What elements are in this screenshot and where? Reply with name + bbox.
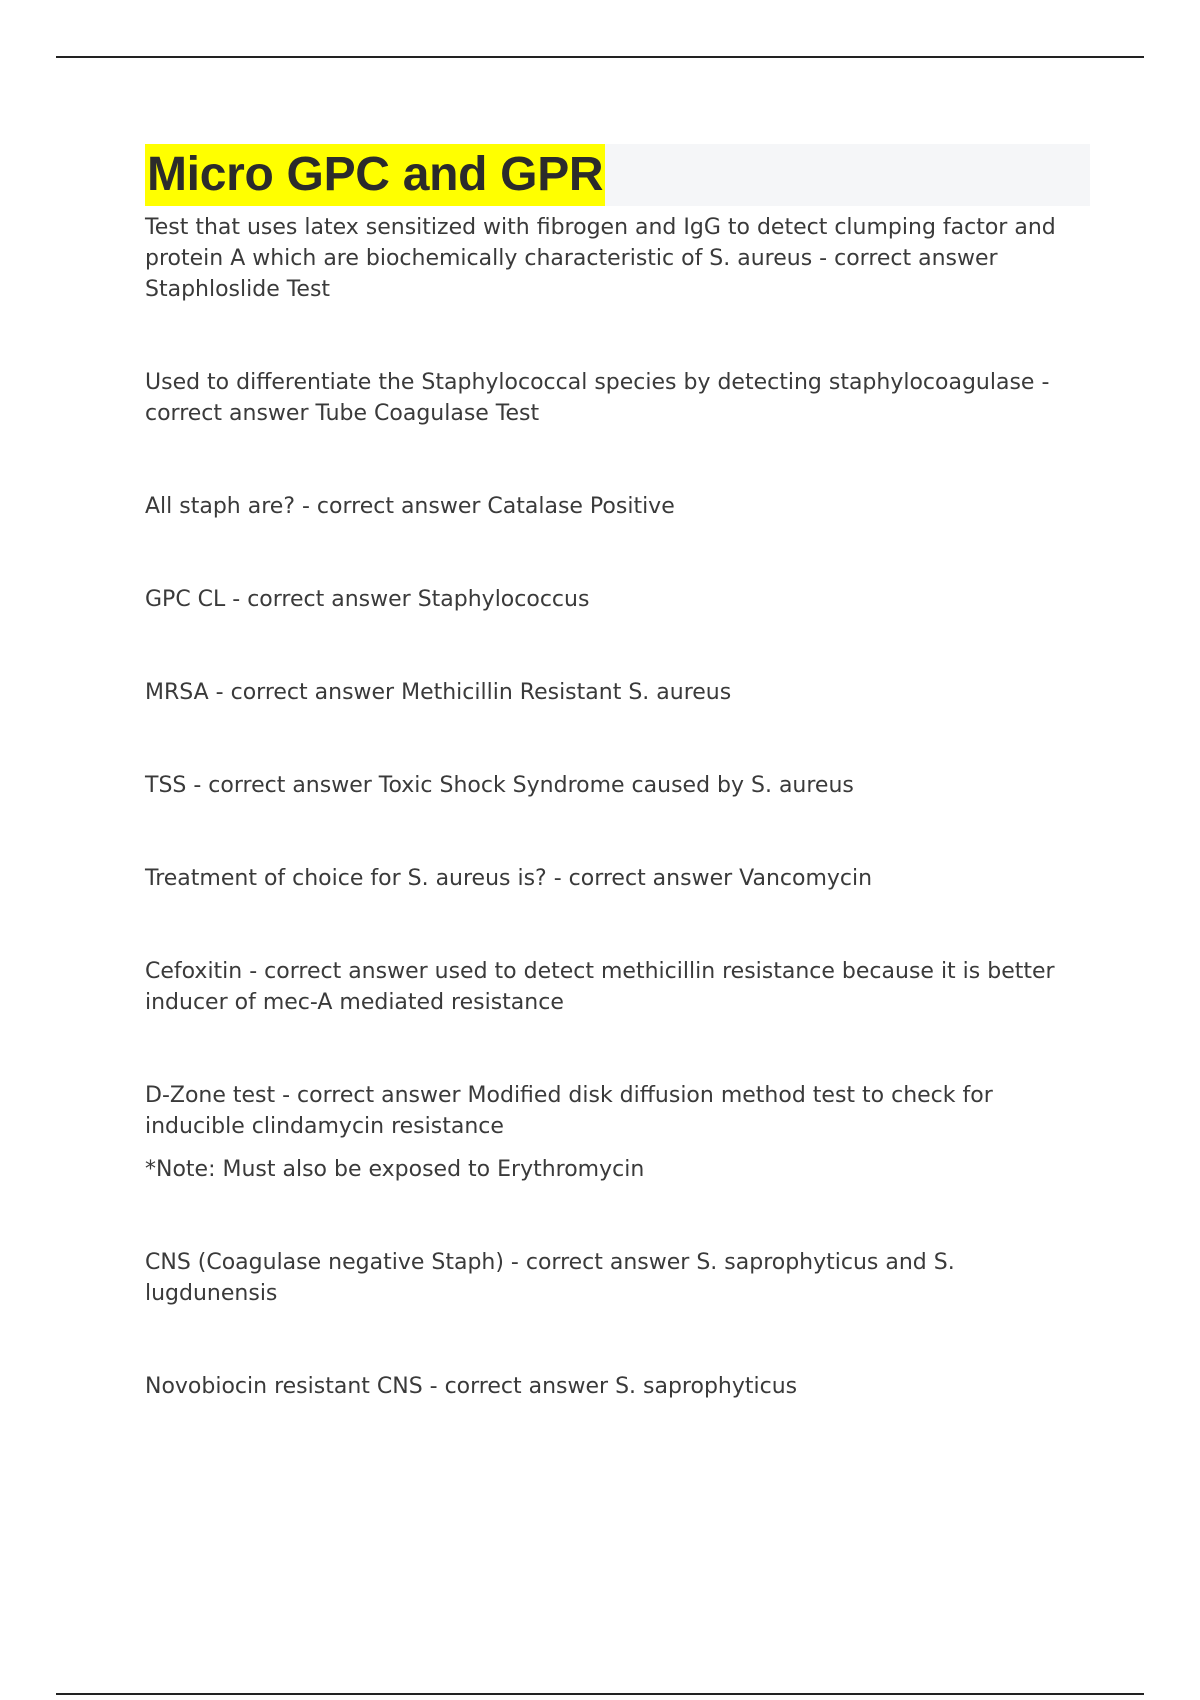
header-rule xyxy=(56,56,1144,58)
qa-entry-text: MRSA - correct answer Methicillin Resistant S. aureus xyxy=(145,680,732,705)
qa-entry-text: Used to differentiate the Staphylococcal species by detecting staphylocoagulase - correct answer Tube Coagulase Test xyxy=(145,370,1050,426)
document-body xyxy=(145,144,1090,1402)
qa-list xyxy=(145,212,1090,1402)
qa-entry xyxy=(145,1080,1090,1185)
qa-entry xyxy=(145,956,1090,1018)
qa-entry xyxy=(145,584,1090,615)
qa-entry-text: CNS (Coagulase negative Staph) - correct answer S. saprophyticus and S. lugdunensis xyxy=(145,1250,955,1306)
qa-entry xyxy=(145,863,1090,894)
qa-entry xyxy=(145,770,1090,801)
qa-entry xyxy=(145,212,1090,305)
page-title: Micro GPC and GPR xyxy=(145,144,605,206)
qa-entry-text: Treatment of choice for S. aureus is? - correct answer Vancomycin xyxy=(145,866,873,891)
title-band xyxy=(145,144,1090,206)
qa-entry-text: All staph are? - correct answer Catalase Positive xyxy=(145,494,675,519)
qa-entry xyxy=(145,1371,1090,1402)
qa-entry-text: D-Zone test - correct answer Modified disk diffusion method test to check for inducible clindamycin resistance xyxy=(145,1083,993,1139)
qa-entry xyxy=(145,367,1090,429)
qa-entry-note: *Note: Must also be exposed to Erythromycin xyxy=(145,1157,645,1182)
qa-entry-text: GPC CL - correct answer Staphylococcus xyxy=(145,587,590,612)
qa-entry-text: Cefoxitin - correct answer used to detect methicillin resistance because it is better inducer of mec-A mediated resistance xyxy=(145,959,1055,1015)
qa-entry-text: Test that uses latex sensitized with fibrogen and IgG to detect clumping factor and protein A which are biochemically characteristic of S. aureus - correct answer Staphloslide Test xyxy=(145,215,1056,302)
qa-entry-text: TSS - correct answer Toxic Shock Syndrome caused by S. aureus xyxy=(145,773,854,798)
qa-entry xyxy=(145,491,1090,522)
qa-entry xyxy=(145,677,1090,708)
qa-entry-text: Novobiocin resistant CNS - correct answer S. saprophyticus xyxy=(145,1374,798,1399)
qa-entry xyxy=(145,1247,1090,1309)
footer-rule xyxy=(56,1693,1144,1695)
